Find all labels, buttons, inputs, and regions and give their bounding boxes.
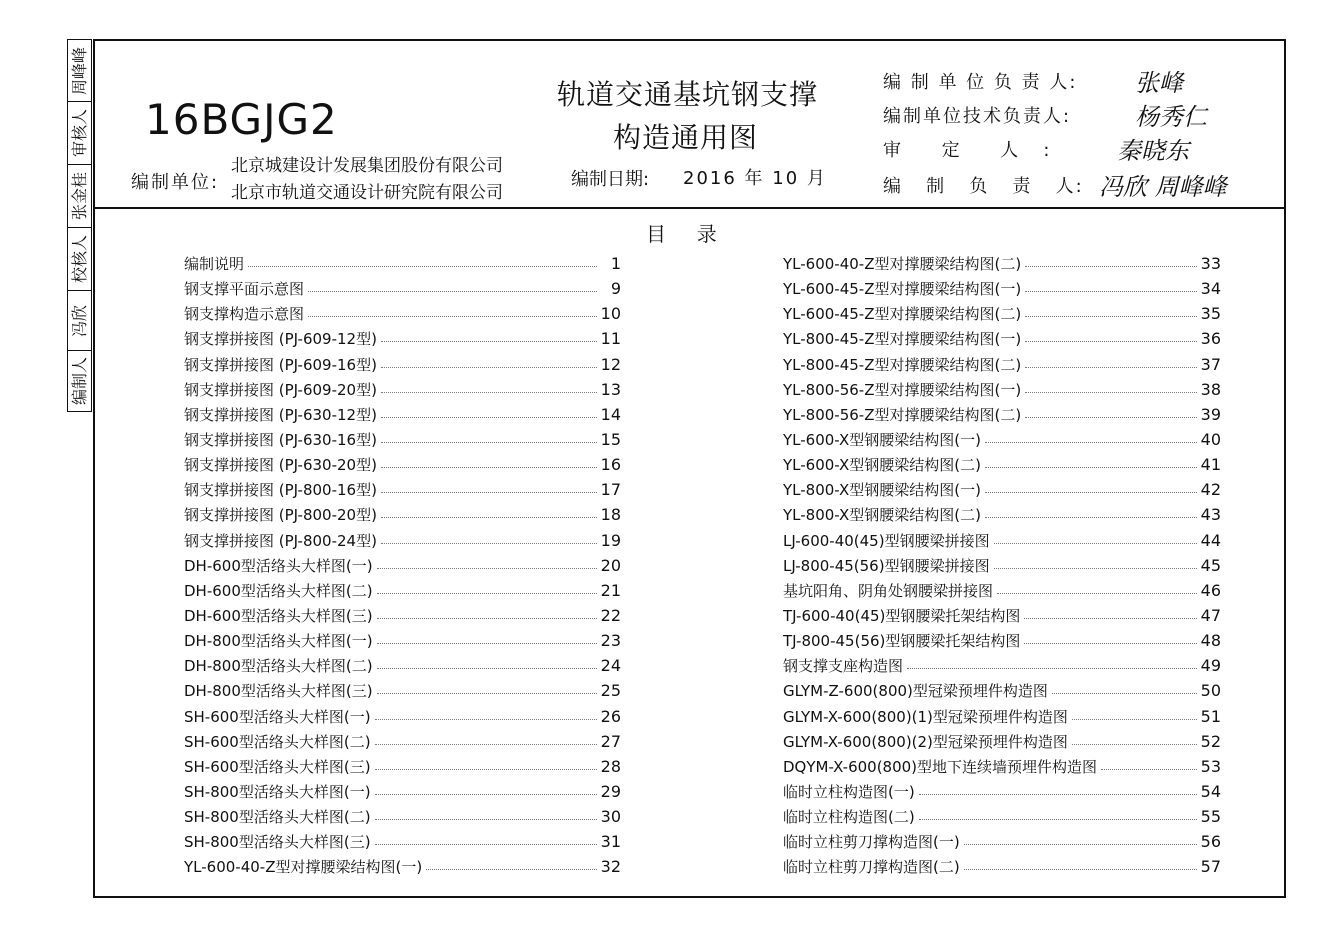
strip-cell-designer: 周峰峰 — [68, 40, 91, 102]
toc-entry-page: 16 — [600, 455, 621, 475]
toc-entry-page: 35 — [1200, 304, 1221, 324]
toc-entry-page: 33 — [1200, 254, 1221, 274]
toc-entry-title: 钢支撑构造示意图 — [184, 305, 305, 324]
atlas-code: 16BGJG2 — [145, 95, 338, 144]
toc-entry-title: SH-600型活络头大样图(一) — [184, 707, 371, 726]
resp-label-compiler: 编 制 负 责 人: — [883, 176, 1084, 197]
toc-entry-title: 临时立柱剪刀撑构造图(一) — [783, 833, 960, 852]
toc-leader-dots — [1025, 316, 1196, 317]
toc-entry-title: 钢支撑拼接图 (PJ-609-20型) — [184, 380, 377, 399]
approval-strip — [67, 39, 92, 412]
toc-leader-dots — [1052, 693, 1197, 694]
resp-label-tech-head: 编制单位技术负责人: — [883, 106, 1072, 127]
toc-entry-page: 32 — [600, 857, 621, 877]
toc-entry-title: 编制说明 — [184, 255, 245, 274]
toc-leader-dots — [1025, 392, 1196, 393]
toc-entry-title: 钢支撑拼接图 (PJ-609-12型) — [184, 330, 377, 349]
toc-entry-page: 51 — [1200, 706, 1221, 726]
toc-entry-title: YL-600-X型钢腰梁结构图(一) — [783, 431, 981, 450]
toc-leader-dots — [308, 291, 597, 292]
toc-leader-dots — [377, 568, 597, 569]
toc-entry-page: 47 — [1200, 606, 1221, 626]
toc-leader-dots — [375, 794, 597, 795]
toc-leader-dots — [381, 492, 597, 493]
toc-left-column — [184, 251, 621, 880]
toc-entry — [783, 603, 1221, 628]
toc-entry — [783, 352, 1221, 377]
toc-entry-title: 钢支撑拼接图 (PJ-800-24型) — [184, 531, 377, 550]
toc-entry — [783, 452, 1221, 477]
toc-entry-page: 29 — [600, 782, 621, 802]
toc-entry-page: 14 — [600, 404, 621, 424]
toc-leader-dots — [381, 417, 597, 418]
toc-entry-page: 22 — [600, 606, 621, 626]
toc-title: 目 录 — [646, 222, 723, 246]
toc-entry — [184, 603, 621, 628]
toc-leader-dots — [1101, 769, 1197, 770]
toc-entry-title: YL-600-X型钢腰梁结构图(二) — [783, 456, 981, 475]
toc-leader-dots — [985, 517, 1197, 518]
toc-leader-dots — [426, 869, 596, 870]
toc-entry — [184, 276, 621, 301]
toc-entry — [184, 854, 621, 879]
toc-entry-title: YL-800-56-Z型对撑腰梁结构图(一) — [783, 380, 1022, 399]
resp-label-approver: 审 定 人 : — [883, 140, 1052, 161]
strip-cell-reviewer: 张金桂 — [68, 165, 91, 228]
toc-entry — [783, 854, 1221, 879]
toc-leader-dots — [964, 844, 1197, 845]
toc-entry-page: 54 — [1200, 782, 1221, 802]
toc-leader-dots — [381, 392, 597, 393]
toc-entry-page: 25 — [600, 681, 621, 701]
toc-entry — [184, 578, 621, 603]
toc-leader-dots — [1025, 367, 1196, 368]
toc-entry — [783, 528, 1221, 553]
toc-entry-title: SH-600型活络头大样图(三) — [184, 757, 371, 776]
toc-entry-title: SH-800型活络头大样图(一) — [184, 783, 371, 802]
toc-entry-page: 43 — [1200, 505, 1221, 525]
toc-entry-title: DH-600型活络头大样图(三) — [184, 607, 373, 626]
toc-entry-title: 基坑阳角、阴角处钢腰梁拼接图 — [783, 581, 994, 600]
toc-entry — [184, 427, 621, 452]
toc-entry-page: 34 — [1200, 279, 1221, 299]
toc-entry — [783, 729, 1221, 754]
signature-tech-head: 杨秀仁 — [1135, 103, 1207, 131]
toc-entry-page: 13 — [600, 379, 621, 399]
toc-entry-title: YL-600-40-Z型对撑腰梁结构图(二) — [783, 255, 1022, 274]
toc-leader-dots — [381, 442, 597, 443]
toc-leader-dots — [248, 266, 597, 267]
toc-entry — [184, 301, 621, 326]
toc-entry-page: 27 — [600, 731, 621, 751]
toc-leader-dots — [1072, 719, 1197, 720]
toc-entry-page: 18 — [600, 505, 621, 525]
toc-leader-dots — [375, 719, 597, 720]
toc-entry-title: DH-600型活络头大样图(一) — [184, 556, 373, 575]
toc-entry-page: 42 — [1200, 480, 1221, 500]
toc-entry-page: 45 — [1200, 555, 1221, 575]
toc-entry — [783, 754, 1221, 779]
toc-entry-title: TJ-800-45(56)型钢腰梁托架结构图 — [783, 632, 1021, 651]
toc-entry — [184, 729, 621, 754]
toc-entry-page: 11 — [600, 329, 621, 349]
toc-entry-page: 52 — [1200, 731, 1221, 751]
toc-entry-page: 19 — [600, 530, 621, 550]
toc-entry-page: 12 — [600, 354, 621, 374]
toc-leader-dots — [381, 543, 597, 544]
toc-entry-title: YL-800-X型钢腰梁结构图(一) — [783, 481, 981, 500]
toc-leader-dots — [994, 568, 1197, 569]
toc-entry — [783, 829, 1221, 854]
toc-leader-dots — [997, 593, 1197, 594]
toc-entry — [184, 502, 621, 527]
toc-entry-title: SH-800型活络头大样图(三) — [184, 833, 371, 852]
toc-entry-title: 钢支撑平面示意图 — [184, 280, 305, 299]
toc-entry-title: 钢支撑拼接图 (PJ-800-20型) — [184, 506, 377, 525]
toc-entry-page: 56 — [1200, 832, 1221, 852]
toc-leader-dots — [375, 819, 597, 820]
toc-entry-title: DQYM-X-600(800)型地下连续墙预埋件构造图 — [783, 757, 1098, 776]
toc-entry-page: 24 — [600, 656, 621, 676]
toc-entry-page: 20 — [600, 555, 621, 575]
toc-leader-dots — [377, 693, 597, 694]
unit-name-1: 北京城建设计发展集团股份有限公司 — [231, 156, 503, 176]
toc-entry — [783, 678, 1221, 703]
toc-entry-page: 1 — [610, 254, 621, 274]
toc-entry-title: YL-600-45-Z型对撑腰梁结构图(二) — [783, 305, 1022, 324]
toc-entry-title: DH-800型活络头大样图(三) — [184, 682, 373, 701]
atlas-title-line1: 轨道交通基坑钢支撑 — [557, 78, 819, 111]
toc-entry — [184, 452, 621, 477]
toc-entry-page: 37 — [1200, 354, 1221, 374]
signature-approver: 秦晓东 — [1117, 137, 1189, 165]
toc-entry-title: YL-600-45-Z型对撑腰梁结构图(一) — [783, 280, 1022, 299]
toc-entry-page: 48 — [1200, 631, 1221, 651]
toc-entry-title: YL-800-45-Z型对撑腰梁结构图(二) — [783, 355, 1022, 374]
toc-entry — [783, 704, 1221, 729]
toc-leader-dots — [919, 819, 1197, 820]
toc-leader-dots — [1024, 618, 1196, 619]
toc-entry — [783, 779, 1221, 804]
toc-entry-title: 钢支撑拼接图 (PJ-630-16型) — [184, 431, 377, 450]
toc-entry-title: LJ-800-45(56)型钢腰梁拼接图 — [783, 556, 990, 575]
toc-leader-dots — [1025, 417, 1196, 418]
toc-entry — [783, 804, 1221, 829]
toc-entry — [783, 276, 1221, 301]
toc-entry-title: 临时立柱构造图(二) — [783, 808, 915, 827]
toc-entry — [184, 553, 621, 578]
toc-entry-title: GLYM-X-600(800)(1)型冠梁预埋件构造图 — [783, 707, 1068, 726]
signature-compiler: 冯欣 周峰峰 — [1099, 173, 1227, 201]
toc-entry — [783, 301, 1221, 326]
toc-entry-page: 50 — [1200, 681, 1221, 701]
toc-leader-dots — [375, 769, 597, 770]
toc-entry-title: SH-800型活络头大样图(二) — [184, 808, 371, 827]
toc-entry-title: YL-600-40-Z型对撑腰梁结构图(一) — [184, 858, 423, 877]
strip-cell-compiler-label: 编制人 — [69, 356, 89, 406]
toc-entry — [184, 477, 621, 502]
toc-entry — [184, 251, 621, 276]
toc-entry-page: 31 — [600, 832, 621, 852]
toc-entry-title: 钢支撑拼接图 (PJ-630-20型) — [184, 456, 377, 475]
strip-cell-checker-label: 校核人 — [68, 228, 91, 291]
toc-leader-dots — [308, 316, 597, 317]
unit-label: 编制单位: — [131, 172, 220, 193]
toc-entry-title: DH-800型活络头大样图(一) — [184, 632, 373, 651]
toc-leader-dots — [1025, 341, 1196, 342]
toc-entry-page: 44 — [1200, 530, 1221, 550]
toc-right-column — [783, 251, 1221, 880]
toc-entry-page: 36 — [1200, 329, 1221, 349]
toc-leader-dots — [377, 643, 597, 644]
toc-entry-page: 30 — [600, 807, 621, 827]
toc-entry-title: GLYM-Z-600(800)型冠梁预埋件构造图 — [783, 682, 1048, 701]
toc-entry-page: 55 — [1200, 807, 1221, 827]
toc-entry — [184, 628, 621, 653]
toc-leader-dots — [1025, 266, 1196, 267]
toc-leader-dots — [994, 543, 1197, 544]
toc-entry-page: 15 — [600, 430, 621, 450]
toc-leader-dots — [1072, 744, 1197, 745]
toc-entry-title: YL-800-X型钢腰梁结构图(二) — [783, 506, 981, 525]
toc-entry-title: 临时立柱剪刀撑构造图(二) — [783, 858, 960, 877]
toc-entry — [184, 377, 621, 402]
toc-entry-page: 39 — [1200, 404, 1221, 424]
toc-leader-dots — [381, 517, 597, 518]
toc-entry — [783, 477, 1221, 502]
toc-leader-dots — [377, 593, 597, 594]
toc-entry-title: 钢支撑支座构造图 — [783, 657, 904, 676]
toc-leader-dots — [985, 467, 1197, 468]
toc-entry-page: 9 — [610, 279, 621, 299]
toc-entry-page: 26 — [600, 706, 621, 726]
toc-entry — [783, 427, 1221, 452]
toc-entry — [184, 804, 621, 829]
toc-leader-dots — [985, 492, 1197, 493]
atlas-title-line2: 构造通用图 — [613, 121, 759, 154]
toc-entry-page: 23 — [600, 631, 621, 651]
toc-entry — [184, 528, 621, 553]
toc-leader-dots — [377, 668, 597, 669]
toc-entry — [783, 578, 1221, 603]
toc-entry-title: DH-800型活络头大样图(二) — [184, 657, 373, 676]
toc-leader-dots — [919, 794, 1197, 795]
toc-entry-page: 28 — [600, 756, 621, 776]
resp-label-unit-head: 编 制 单 位 负 责 人: — [883, 72, 1078, 93]
toc-entry-title: 钢支撑拼接图 (PJ-630-12型) — [184, 405, 377, 424]
toc-entry-page: 53 — [1200, 756, 1221, 776]
toc-leader-dots — [1025, 291, 1196, 292]
toc-entry — [184, 402, 621, 427]
toc-entry-title: 临时立柱构造图(一) — [783, 783, 915, 802]
toc-entry — [184, 829, 621, 854]
toc-leader-dots — [381, 467, 597, 468]
toc-entry-page: 10 — [600, 304, 621, 324]
toc-leader-dots — [985, 442, 1197, 443]
toc-entry — [184, 653, 621, 678]
toc-entry-page: 40 — [1200, 430, 1221, 450]
signature-unit-head: 张峰 — [1135, 69, 1183, 97]
toc-entry-page: 21 — [600, 580, 621, 600]
toc-entry-page: 38 — [1200, 379, 1221, 399]
toc-entry — [184, 678, 621, 703]
toc-entry — [783, 502, 1221, 527]
toc-leader-dots — [381, 367, 597, 368]
toc-entry-page: 57 — [1200, 857, 1221, 877]
toc-entry — [783, 326, 1221, 351]
date-label: 编制日期: — [571, 169, 650, 190]
toc-entry — [783, 377, 1221, 402]
date-value: 2016 年 10 月 — [683, 168, 827, 189]
header-divider — [95, 207, 1284, 209]
toc-entry — [184, 352, 621, 377]
toc-leader-dots — [964, 869, 1197, 870]
toc-entry-title: 钢支撑拼接图 (PJ-800-16型) — [184, 481, 377, 500]
strip-cell-reviewer-label: 审核人 — [68, 102, 91, 165]
toc-leader-dots — [375, 744, 597, 745]
toc-entry-title: DH-600型活络头大样图(二) — [184, 581, 373, 600]
toc-entry — [783, 653, 1221, 678]
toc-entry-title: TJ-600-40(45)型钢腰梁托架结构图 — [783, 607, 1021, 626]
toc-leader-dots — [377, 618, 597, 619]
toc-leader-dots — [381, 341, 597, 342]
toc-entry — [184, 704, 621, 729]
unit-name-2: 北京市轨道交通设计研究院有限公司 — [231, 183, 503, 203]
toc-entry-title: YL-800-45-Z型对撑腰梁结构图(一) — [783, 330, 1022, 349]
toc-entry-title: LJ-600-40(45)型钢腰梁拼接图 — [783, 531, 990, 550]
strip-cell-checker: 冯欣 — [68, 291, 91, 351]
toc-entry — [184, 326, 621, 351]
toc-leader-dots — [1024, 643, 1196, 644]
toc-entry — [783, 251, 1221, 276]
toc-entry — [783, 553, 1221, 578]
toc-entry-page: 49 — [1200, 656, 1221, 676]
toc-entry-title: GLYM-X-600(800)(2)型冠梁预埋件构造图 — [783, 732, 1068, 751]
toc-entry — [783, 402, 1221, 427]
toc-leader-dots — [907, 668, 1197, 669]
toc-entry — [184, 779, 621, 804]
toc-entry — [783, 628, 1221, 653]
toc-entry — [184, 754, 621, 779]
toc-entry-page: 41 — [1200, 455, 1221, 475]
toc-entry-page: 17 — [600, 480, 621, 500]
toc-entry-title: YL-800-56-Z型对撑腰梁结构图(二) — [783, 405, 1022, 424]
toc-entry-title: SH-600型活络头大样图(二) — [184, 732, 371, 751]
toc-entry-page: 46 — [1200, 580, 1221, 600]
toc-leader-dots — [375, 844, 597, 845]
toc-entry-title: 钢支撑拼接图 (PJ-609-16型) — [184, 355, 377, 374]
